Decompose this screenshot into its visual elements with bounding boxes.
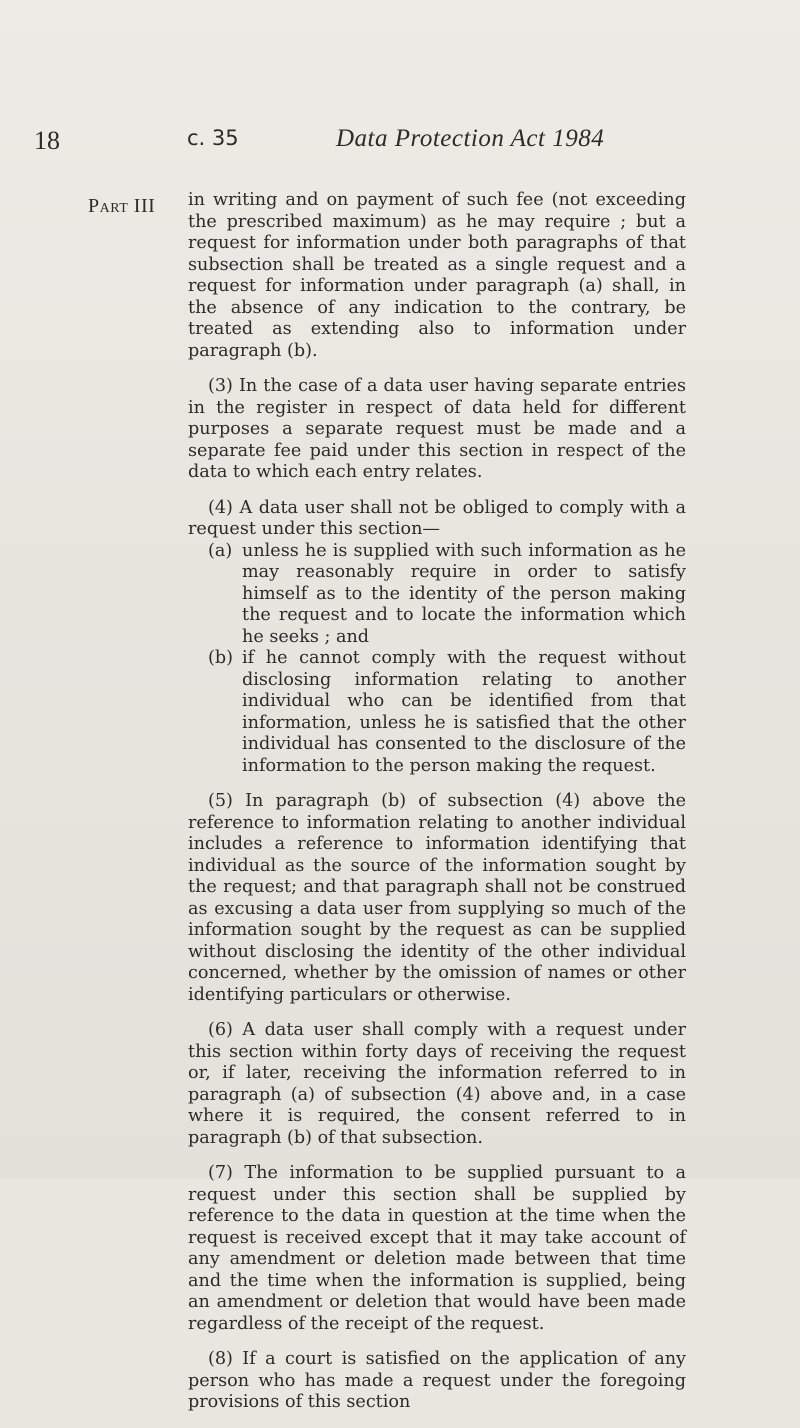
paragraph-8: (8) If a court is satisfied on the application of any person who has made a request under the foregoing provisions of this section	[188, 1349, 686, 1412]
paragraph-5: (5) In paragraph (b) of subsection (4) above the reference to information relating to another individual includes a reference to information identifying that individual as the source of the information sought by the request; and that paragraph shall not be construed as excusing a data user from supplying so much of the information sought by the request as can be supplied without disclosing the identity of the other individual concerned, whether by the omission of names or other identifying particulars or otherwise.	[188, 791, 686, 1005]
body-text	[188, 190, 686, 1428]
paragraph-7: (7) The information to be supplied pursuant to a request under this section shall be supplied by reference to the data in question at the time when the request is received except that it may take account of any amendment or deletion made between that time and the time when the information is supplied, being an amendment or deletion that would have been made regardless of the receipt of the request.	[188, 1163, 686, 1334]
paragraph-4-item-b	[208, 648, 686, 777]
paragraph-4: (4) A data user shall not be obliged to comply with a request under this section—	[188, 497, 686, 539]
chapter-reference: c. 35	[187, 126, 239, 150]
page-number: 18	[34, 126, 60, 155]
item-text: unless he is supplied with such information as he may reasonably require in order to satisfy himself as to the identity of the person making the request and to locate the information which he seeks ; and	[242, 540, 686, 647]
item-text: if he cannot comply with the request without disclosing information relating to another individual who can be identified from that information, unless he is satisfied that the other individual has consented to the disclosure of the information to the person making the request.	[242, 648, 686, 776]
act-title: Data Protection Act 1984	[336, 125, 605, 152]
paragraph-6: (6) A data user shall comply with a request under this section within forty days of receiving the request or, if later, receiving the information referred to in paragraph (a) of subsection (4) above and, in a case where it is required, the consent referred to in paragraph (b) of that subsection.	[188, 1020, 686, 1148]
paragraph-continuation: in writing and on payment of such fee (not exceeding the prescribed maximum) as he may require ; but a request for information under both paragraphs of that subsection shall be treated as a single request and a request for information under paragraph (a) shall, in the absence of any indication to the contrary, be treated as extending also to information under paragraph (b).	[188, 190, 686, 361]
paragraph-4-item-a	[208, 541, 686, 649]
part-label: Part III	[88, 195, 156, 217]
item-label: (b)	[208, 648, 233, 668]
item-label: (a)	[208, 540, 233, 561]
paragraph-3: (3) In the case of a data user having separate entries in the register in respect of data held for different purposes a separate request must be made and a separate fee paid under this section in respect of the data to which each entry relates.	[188, 376, 686, 482]
